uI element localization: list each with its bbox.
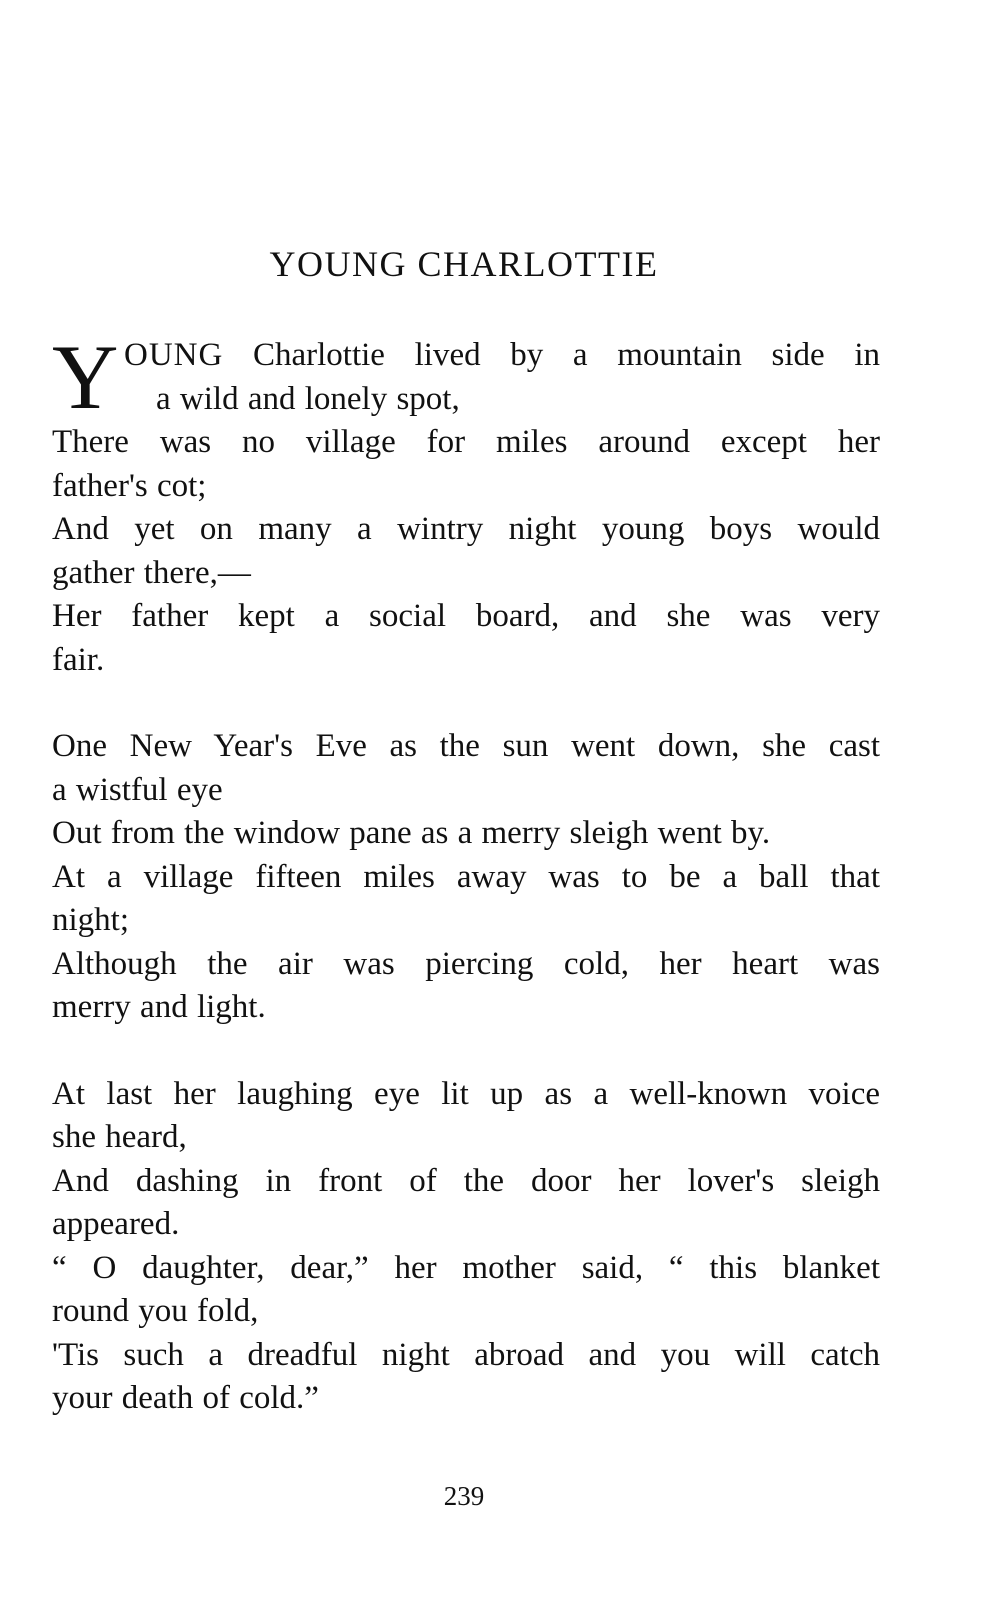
drop-cap: Y: [52, 326, 119, 428]
line-text: And dashing in front of the door her lover's sleigh: [52, 1162, 880, 1199]
poem-line: [52, 812, 880, 856]
poem-line-opening: [52, 326, 880, 428]
poem-body: [52, 326, 880, 1464]
line-continuation: fair.: [52, 641, 105, 678]
line-continuation: a wistful eye: [52, 771, 223, 808]
opening-line-continuation: a wild and lonely spot,: [156, 380, 460, 417]
opening-small-caps: OUNG: [124, 337, 224, 373]
line-text: And yet on many a wintry night young boys would: [52, 511, 880, 547]
line-text: There was no village for miles around except her: [52, 424, 880, 460]
poem-line: [52, 856, 880, 943]
opening-line-rest: Charlottie lived by a mountain side in: [223, 337, 880, 373]
poem-line: [52, 1247, 880, 1334]
line-continuation: night;: [52, 902, 130, 938]
stanza-3: [52, 1073, 880, 1421]
stanza-2: [52, 725, 880, 1030]
opening-line-first: [124, 334, 880, 378]
line-continuation: father's cot;: [52, 467, 207, 504]
line-continuation: gather there,—: [52, 554, 251, 591]
poem-title: YOUNG CHARLOTTIE: [269, 244, 659, 284]
line-continuation: merry and light.: [52, 989, 266, 1025]
line-continuation: she heard,: [52, 1119, 187, 1155]
page-number: 239: [443, 1481, 485, 1511]
poem-line: [52, 1160, 880, 1247]
stanza-1: [52, 326, 880, 682]
poem-line: [52, 943, 880, 1030]
poem-line: [52, 421, 880, 508]
line-continuation: appeared.: [52, 1206, 180, 1242]
line-text: 'Tis such a dreadful night abroad and you will catch: [52, 1336, 880, 1373]
line-text: One New Year's Eve as the sun went down, she cast: [52, 728, 880, 764]
line-text: “ O daughter, dear,” her mother said, “ this blanket: [52, 1249, 880, 1286]
line-text: Her father kept a social board, and she was very: [52, 598, 880, 634]
poem-line: [52, 725, 880, 812]
poem-line: [52, 1334, 880, 1421]
line-text: At last her laughing eye lit up as a well-known voice: [52, 1075, 880, 1112]
line-text: At a village fifteen miles away was to be a ball that: [52, 858, 880, 895]
poem-line: [52, 595, 880, 682]
poem-line: [52, 1073, 880, 1160]
line-text: Out from the window pane as a merry sleigh went by.: [52, 815, 771, 851]
line-continuation: round you fold,: [52, 1293, 259, 1329]
line-continuation: your death of cold.”: [52, 1380, 319, 1416]
poem-line: [52, 508, 880, 595]
line-text: Although the air was piercing cold, her heart was: [52, 945, 880, 982]
